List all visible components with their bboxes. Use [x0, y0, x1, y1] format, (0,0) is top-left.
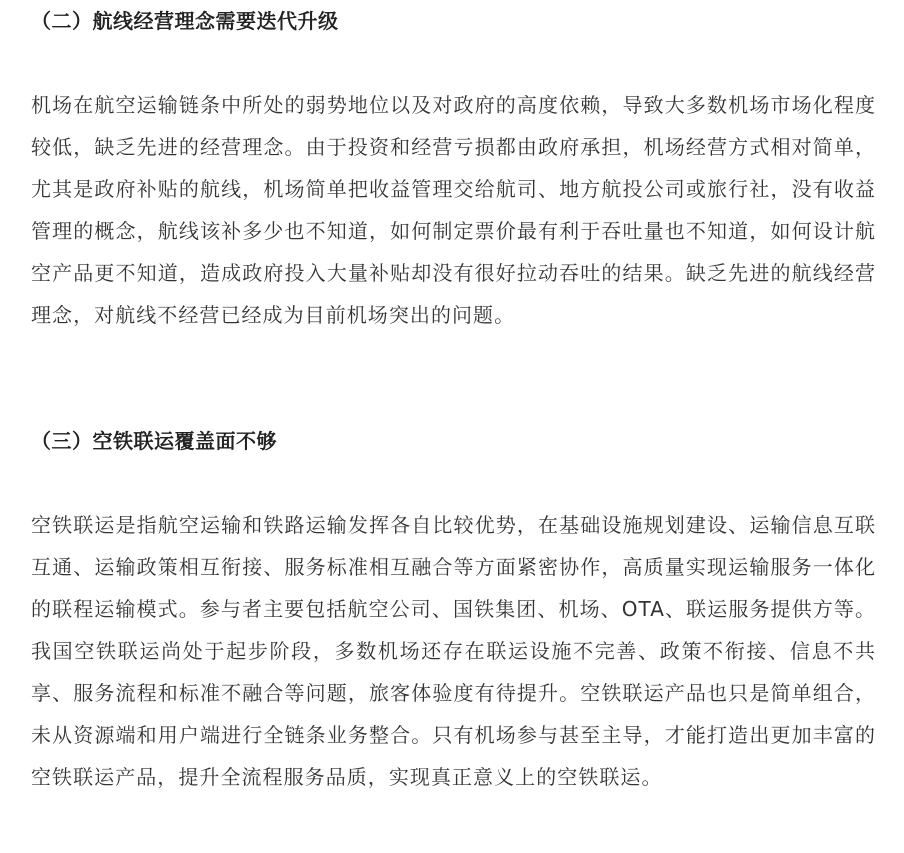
section-heading-air-rail: （三）空铁联运覆盖面不够 — [31, 429, 277, 453]
section-heading-route-operation: （二）航线经营理念需要迭代升级 — [31, 9, 339, 33]
paragraph-air-rail: 空铁联运是指航空运输和铁路运输发挥各自比较优势，在基础设施规划建设、运输信息互联互通、运输政策相互衔接、服务标准相互融合等方面紧密协作，高质量实现运输服务一体化的联程运输模式。参与者主要包括航空公司、国铁集团、机场、OTA、联运服务提供方等。我国空铁联运尚处于起步阶段，多数机场还存在联运设施不完善、政策不衔接、信息不共享、服务流程和标准不融合等问题，旅客体验度有待提升。空铁联运产品也只是简单组合，未从资源端和用户端进行全链条业务整合。只有机场参与甚至主导，才能打造出更加丰富的空铁联运产品，提升全流程服务品质，实现真正意义上的空铁联运。 — [31, 513, 876, 789]
paragraph-route-operation: 机场在航空运输链条中所处的弱势地位以及对政府的高度依赖，导致大多数机场市场化程度较低，缺乏先进的经营理念。由于投资和经营亏损都由政府承担，机场经营方式相对简单，尤其是政府补贴的航线，机场简单把收益管理交给航司、地方航投公司或旅行社，没有收益管理的概念，航线该补多少也不知道，如何制定票价最有利于吞吐量也不知道，如何设计航空产品更不知道，造成政府投入大量补贴却没有很好拉动吞吐的结果。缺乏先进的航线经营理念，对航线不经营已经成为目前机场突出的问题。 — [31, 93, 876, 327]
